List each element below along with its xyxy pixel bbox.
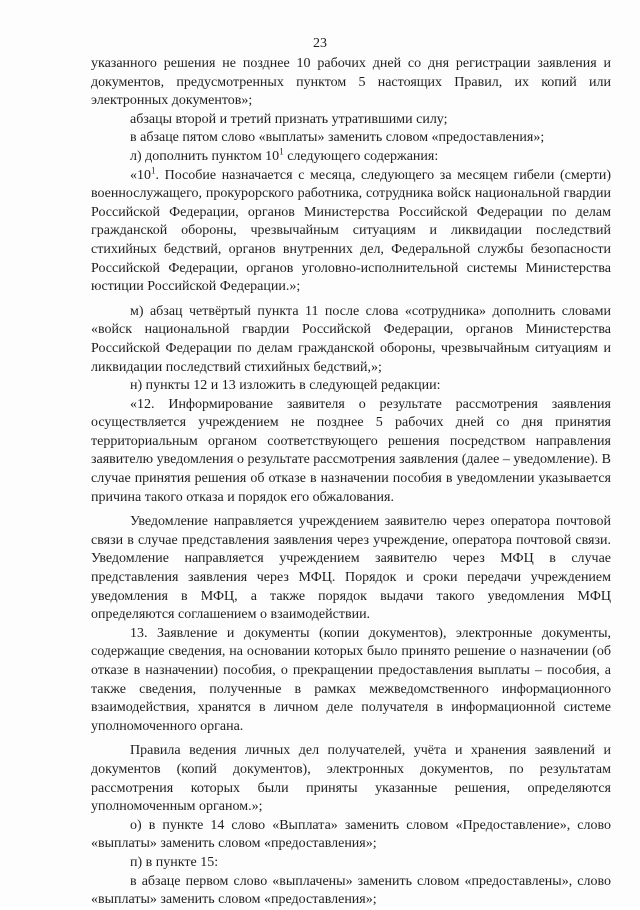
paragraph: н) пункты 12 и 13 изложить в следующей редакции: (130, 378, 441, 394)
paragraph: «12. Информирование заявителя о результате рассмотрения заявления осуществляется учреждением не позднее 5 рабочих дней со дня принятия территориальным органом соответствующего решения посредством направления заявителю уведомления о результате рассмотрения заявления (далее – уведомление). В случае принятия решения об отказе в назначении пособия в уведомлении указывается причина такого отказа и порядок его обжалования. (91, 396, 611, 505)
superscript: 1 (279, 146, 284, 157)
paragraph: 13. Заявление и документы (копии документов), электронные документы, содержащие сведения, на основании которых было принято решение о назначении (об отказе в назначении) пособия, о прекращении предоставления выплаты – пособия, а также сведения, полученные в рамках межведомственного информационного взаимодействия, хранятся в личном деле получателя в информационной системе уполномоченного органа. (91, 625, 611, 734)
paragraph: о) в пункте 14 слово «Выплата» заменить словом «Предоставление», слово «выплаты» заменить словом «предоставления»; (91, 817, 611, 852)
paragraph-text: «10 (130, 167, 151, 183)
paragraph: Правила ведения личных дел получателей, учёта и хранения заявлений и документов (копий документов), электронных документов, по результатам рассмотрения которых были приняты указанные решения, определяются уполномоченным органом.»; (91, 743, 611, 815)
superscript: 1 (151, 164, 156, 175)
paragraph-text: л) дополнить пунктом 10 (130, 148, 280, 164)
paragraph-text: следующего содержания: (283, 148, 439, 164)
paragraph-text: . Пособие назначается с месяца, следующего за месяцем гибели (смерти) военнослужащего, прокурорского работника, сотрудника войск национальной гвардии Российской Федерации, органов Министерства Российской Федерации по делам гражданской обороны, чрезвычайным ситуациям и ликвидации последствий стихийных бедствий, органов внутренних дел, Федеральной службы безопасности Российской Федерации, органов уголовно-исполнительной системы Министерства юстиции Российской Федерации.»; (91, 167, 611, 295)
paragraph: в абзаце пятом слово «выплаты» заменить словом «предоставления»; (130, 130, 545, 146)
paragraph: абзацы второй и третий признать утратившими силу; (130, 111, 448, 127)
paragraph: Уведомление направляется учреждением заявителю через оператора почтовой связи в случае представления заявления через учреждение, оператора почтовой связи. Уведомление направляется учреждением заявителю через МФЦ в случае представления заявления через МФЦ. Порядок и сроки передачи учреждением уведомления в МФЦ, а также порядок выдачи такого уведомления МФЦ определяются соглашением о взаимодействии. (91, 514, 611, 623)
paragraph: в абзаце первом слово «выплачены» заменить словом «предоставлены», слово «выплаты» заменить словом «предоставления»; (91, 873, 611, 908)
paragraph: указанного решения не позднее 10 рабочих дней со дня регистрации заявления и документов, предусмотренных пунктом 5 настоящих Правил, их копий или электронных документов»; (91, 56, 611, 109)
paragraph (91, 148, 611, 167)
document-body (91, 55, 611, 910)
page-number: 23 (313, 36, 327, 51)
paragraph (91, 164, 611, 297)
paragraph: п) в пункте 15: (130, 854, 219, 870)
paragraph: м) абзац четвёртый пункта 11 после слова «сотрудника» дополнить словами «войск национальной гвардии Российской Федерации, органов Министерства Российской Федерации по делам гражданской обороны, чрезвычайным ситуациям и ликвидации последствий стихийных бедствий,»; (91, 303, 611, 375)
